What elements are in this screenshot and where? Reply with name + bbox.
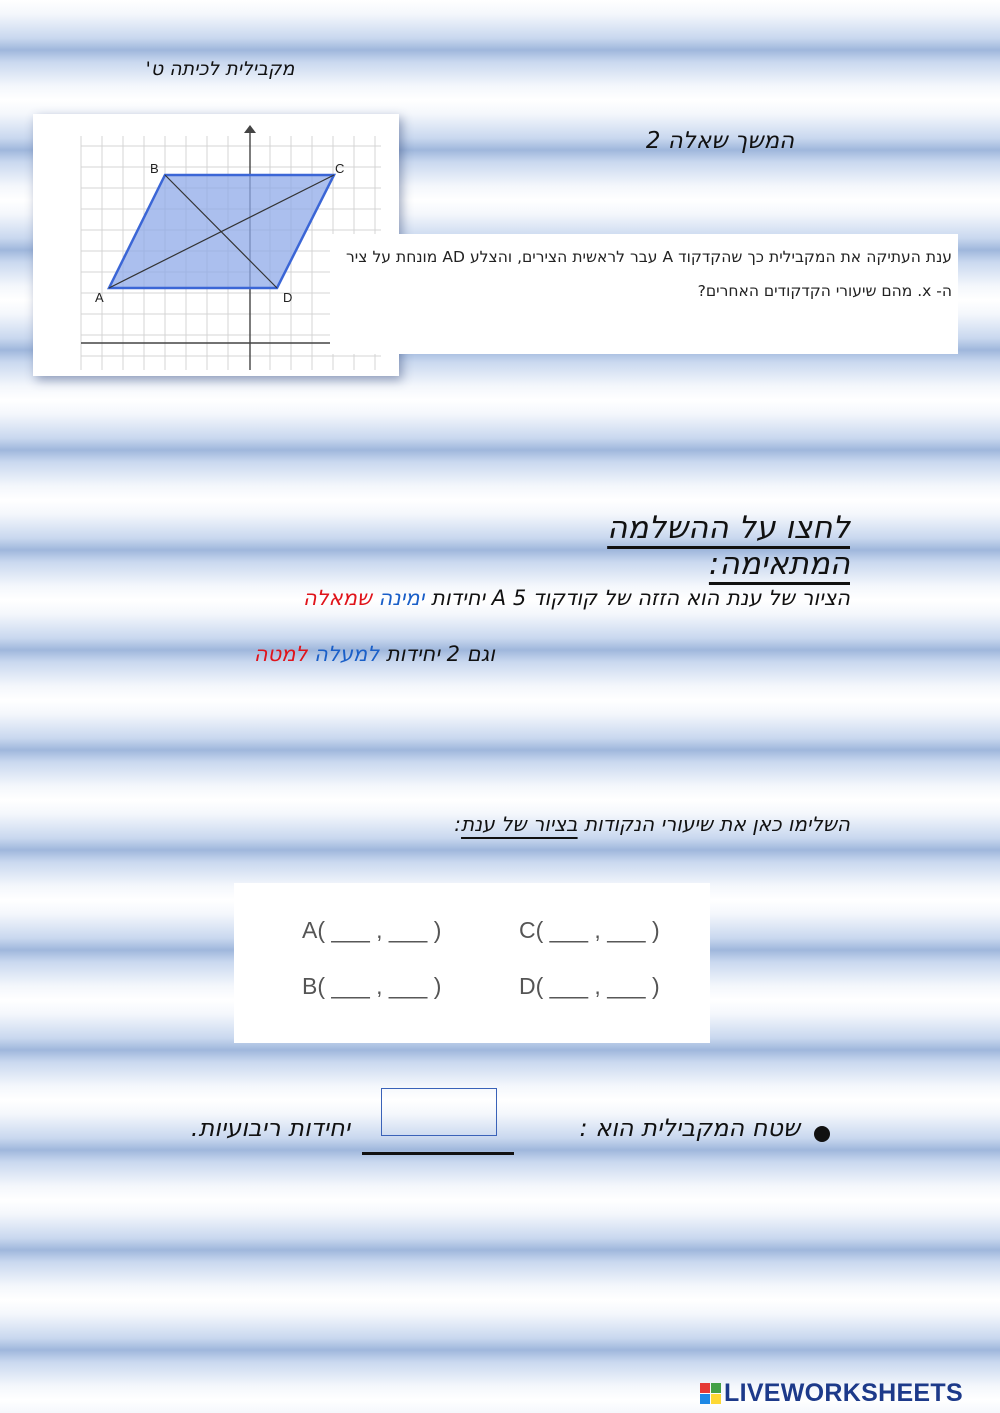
brand-logo-icon	[700, 1383, 721, 1404]
instructions-heading: לחצו על ההשלמה המתאימה:	[607, 510, 850, 582]
vertex-label-b: B	[150, 161, 159, 176]
course-title: מקבילית לכיתה ט'	[145, 58, 295, 80]
vertex-label-d: D	[283, 290, 293, 305]
option-up[interactable]: למעלה	[314, 642, 380, 666]
vertex-label-c: C	[335, 161, 345, 176]
area-answer-line	[362, 1152, 514, 1155]
question-text: ענת העתיקה את המקבילית כך שהקדקוד A עבר לראשית הצירים, והצלע AD מונחת על ציר ה- x. מהם שיעורי הקדקודים האחרים?	[346, 248, 952, 300]
option-down[interactable]: למטה	[253, 642, 308, 666]
area-input[interactable]	[381, 1088, 497, 1136]
option-right[interactable]: ימינה	[378, 586, 425, 610]
brand-footer	[700, 1378, 963, 1408]
fill-prompt-underlined: בציור של ענת	[461, 812, 578, 836]
option-left[interactable]: שמאלה	[303, 586, 372, 610]
coord-d-field[interactable]: D( ___ , ___ )	[519, 973, 660, 999]
bullet-icon	[814, 1126, 830, 1142]
coord-b-field[interactable]: B( ___ , ___ )	[302, 973, 442, 999]
coord-a-field[interactable]: A( ___ , ___ )	[302, 917, 442, 943]
shift-horizontal-text: הציור של ענת הוא הזזה של קודקוד A 5 יחידות	[431, 586, 850, 610]
fill-prompt-colon: :	[454, 812, 462, 836]
shift-sentence-horizontal	[200, 586, 850, 610]
area-label: שטח המקבילית הוא :	[579, 1114, 800, 1142]
question-title: המשך שאלה 2	[645, 128, 795, 154]
coordinates-box	[234, 883, 710, 1043]
fill-prompt-text: השלימו כאן את שיעורי הנקודות	[583, 812, 850, 836]
area-unit: יחידות ריבועיות.	[190, 1114, 350, 1142]
coord-c-field[interactable]: C( ___ , ___ )	[519, 917, 660, 943]
brand-name: LIVEWORKSHEETS	[724, 1378, 963, 1407]
y-axis-arrow	[244, 125, 256, 133]
shift-vertical-text: וגם 2 יחידות	[385, 642, 495, 666]
fill-prompt	[380, 812, 850, 836]
vertex-label-a: A	[95, 290, 104, 305]
shift-sentence-vertical	[200, 642, 495, 666]
question-card	[330, 234, 958, 354]
